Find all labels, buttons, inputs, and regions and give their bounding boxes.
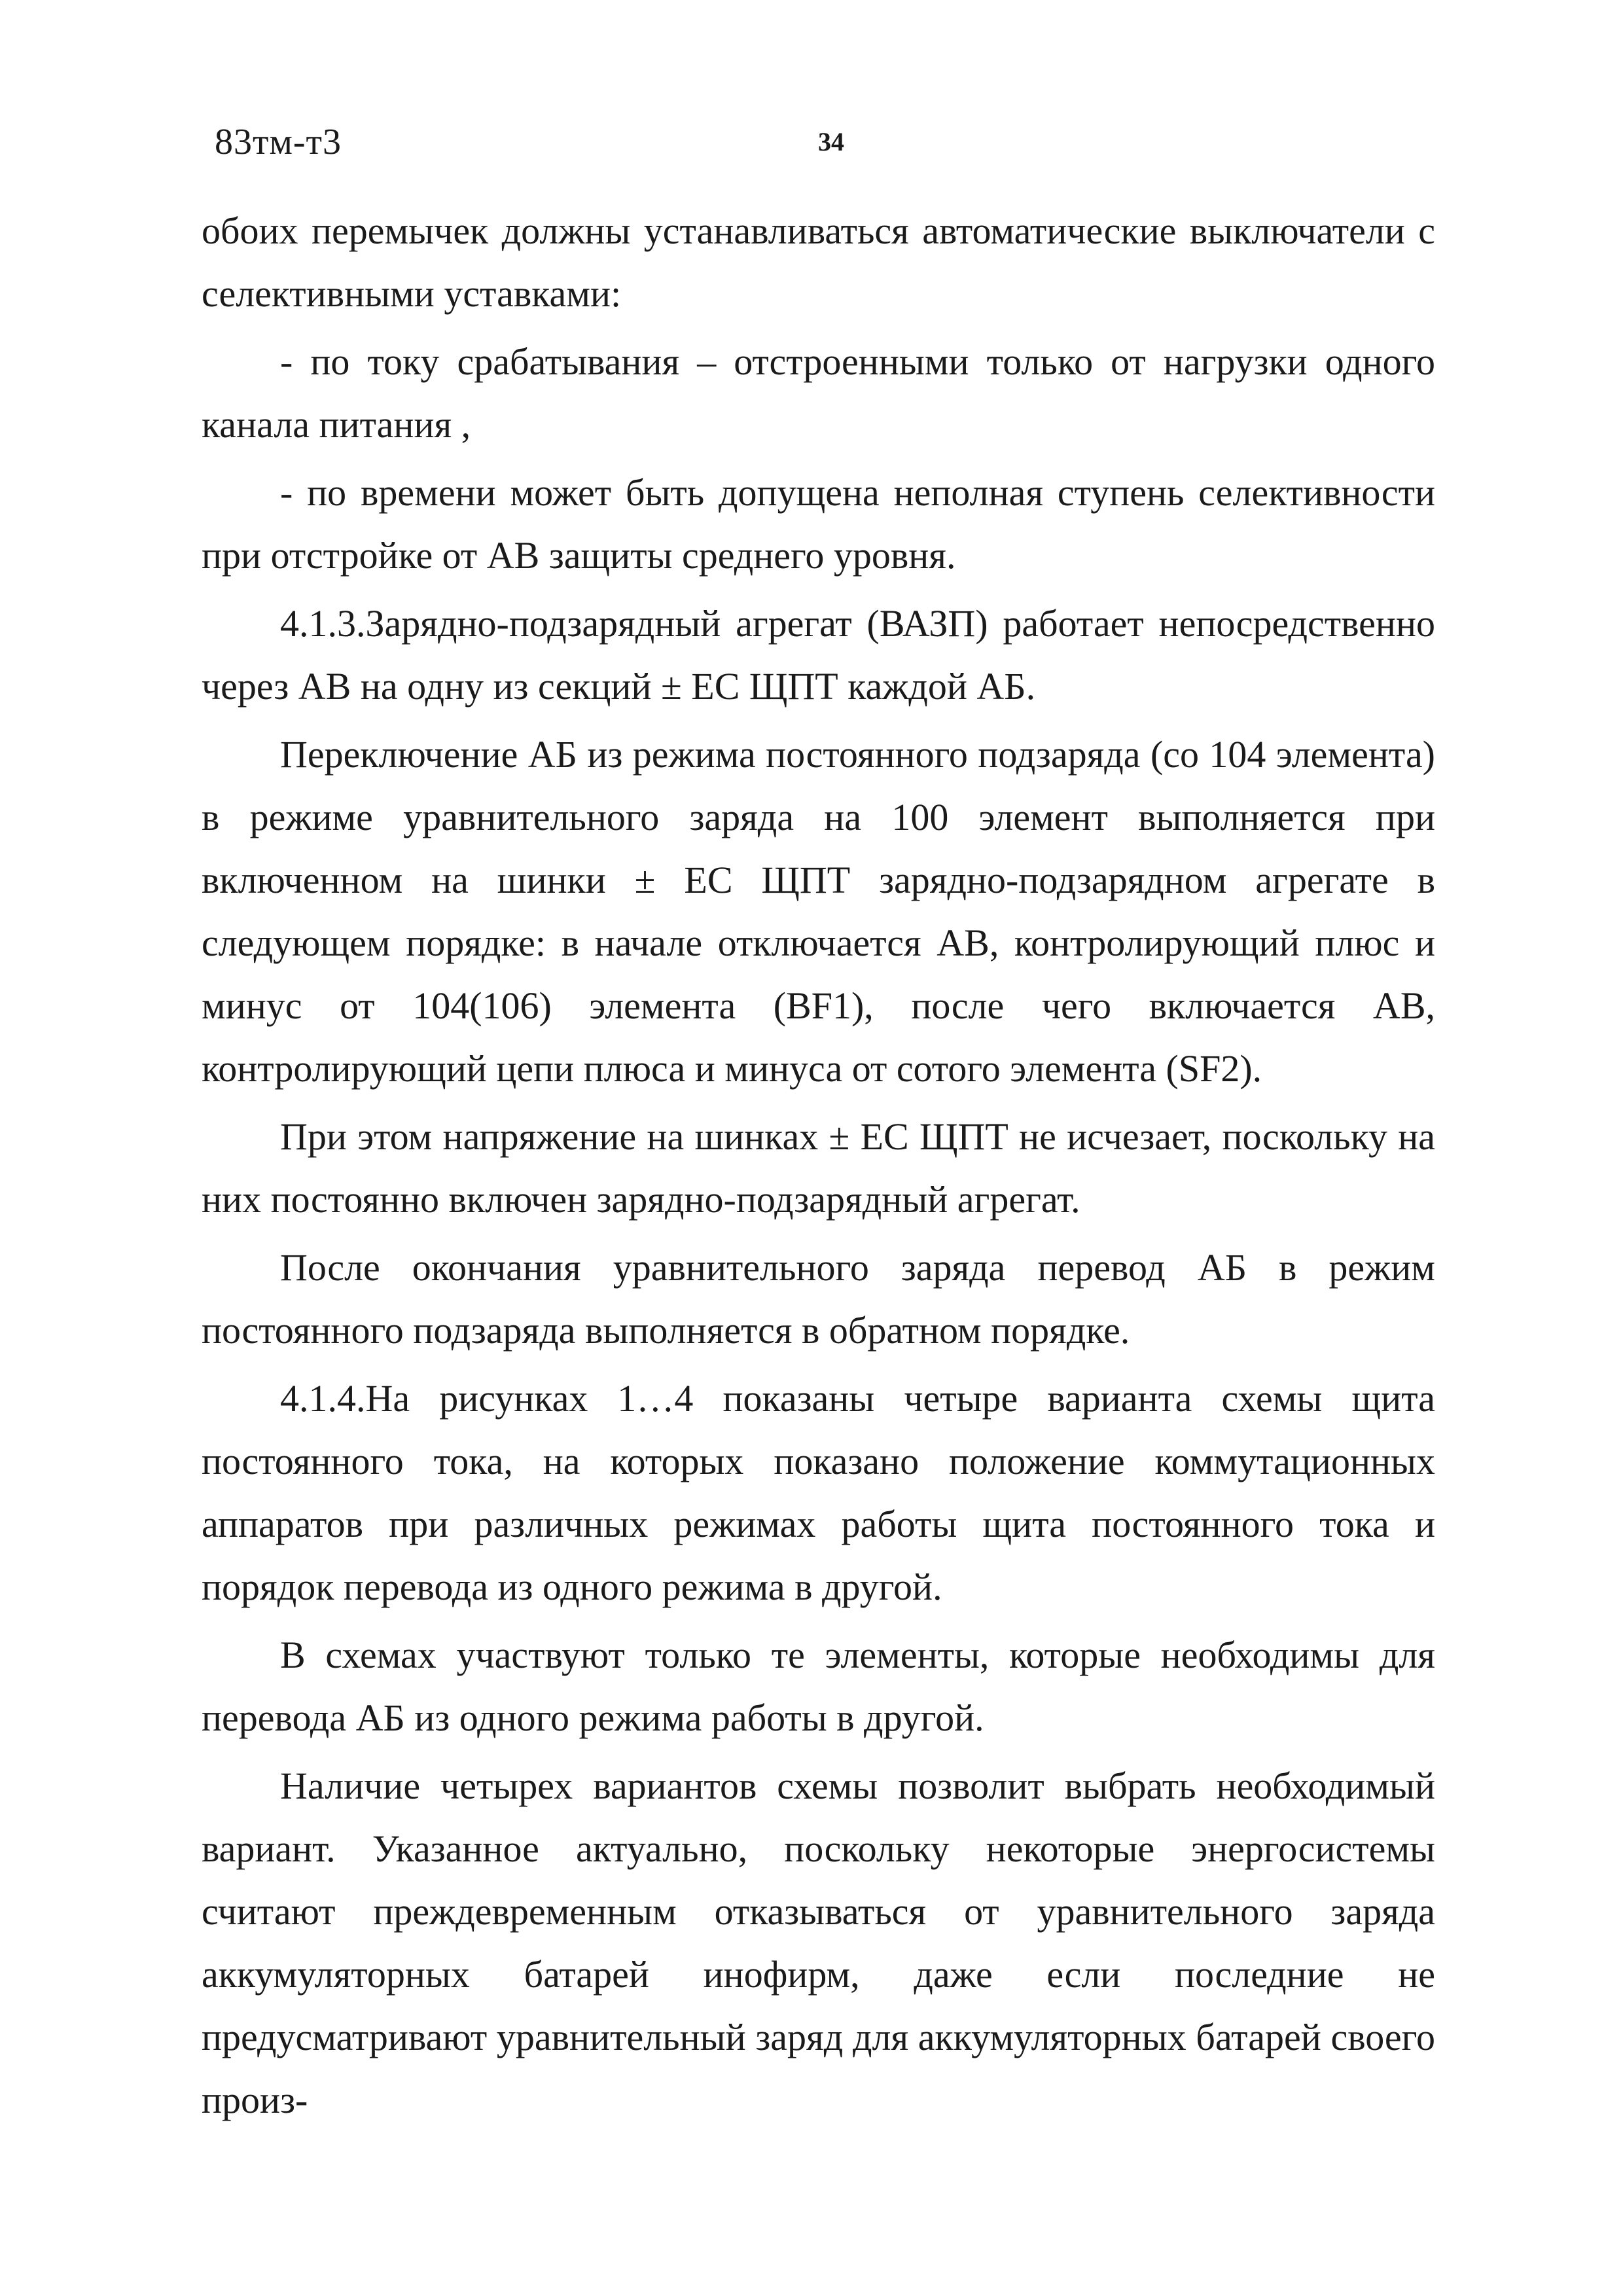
paragraph-7: После окончания уравнительного заряда перевод АБ в режим постоянного подзаряда выполняется в обратном порядке. [202, 1246, 1435, 1352]
paragraph-4: 4.1.3.Зарядно-подзарядный агрегат (ВАЗП) работает непосредственно через АВ на одну из секций ± ЕС ЩПТ каждой АБ. [202, 602, 1435, 708]
paragraph-10: Наличие четырех вариантов схемы позволит выбрать необходимый вариант. Указанное актуально, поскольку некоторые энергосистемы считают преждевременным отказываться от уравнительного заряда аккумуляторных батарей инофирм, даже если последние не предусматривают уравнительный заряд для аккумуляторных батарей своего произ- [202, 1765, 1435, 2121]
paragraph-5: Переключение АБ из режима постоянного подзаряда (со 104 элемента) в режиме уравнительного заряда на 100 элемент выполняется при включенном на шинки ± ЕС ЩПТ зарядно-подзарядном агрегате в следующем порядке: в начале отключается АВ, контролирующий плюс и минус от 104(106) элемента (BF1), после чего включается АВ, контролирующий цепи плюса и минуса от сотого элемента (SF2). [202, 733, 1435, 1090]
paragraph-8: 4.1.4.На рисунках 1…4 показаны четыре варианта схемы щита постоянного тока, на которых показано положение коммутационных аппаратов при различных режимах работы щита постоянного тока и порядок перевода из одного режима в другой. [202, 1377, 1435, 1608]
paragraph-2: - по току срабатывания – отстроенными только от нагрузки одного канала питания , [202, 340, 1435, 446]
page-number: 34 [818, 127, 844, 156]
paragraph-6: При этом напряжение на шинках ± ЕС ЩПТ не исчезает, поскольку на них постоянно включен зарядно-подзарядный агрегат. [202, 1115, 1435, 1221]
paragraph-9: В схемах участвуют только те элементы, которые необходимы для перевода АБ из одного режима работы в другой. [202, 1634, 1435, 1739]
body-text [202, 200, 1435, 2132]
document-code: 83тм-т3 [215, 122, 342, 162]
paragraph-1: обоих перемычек должны устанавливаться автоматические выключатели с селективными уставками: [202, 209, 1435, 315]
paragraph-3: - по времени может быть допущена неполная ступень селективности при отстройке от АВ защиты среднего уровня. [202, 471, 1435, 577]
